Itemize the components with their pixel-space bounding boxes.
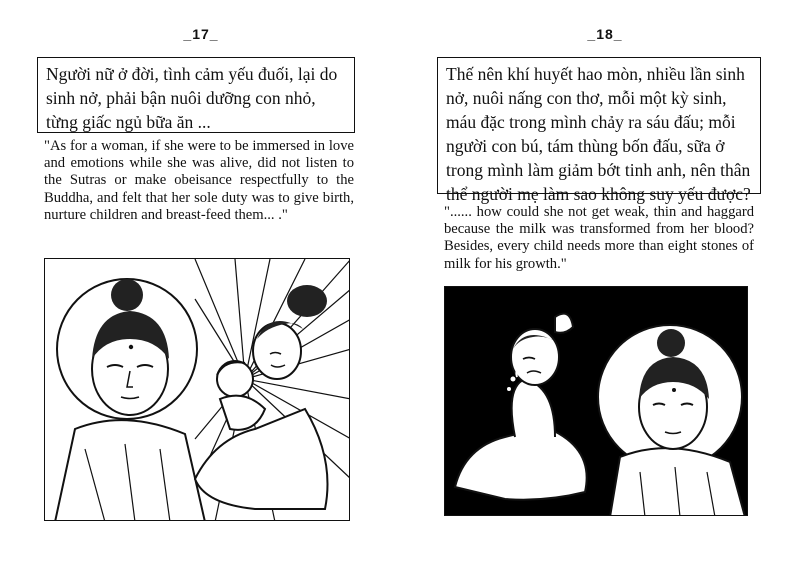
vietnamese-text: Thế nên khí huyết hao mòn, nhiều lần sinh nở, nuôi nấng con thơ, mỗi một kỳ sinh, máu đặc trong mình chảy ra sáu đấu; mỗi người con bú, tám thùng bốn đấu, sữa ở trong mình làm giảm bớt tinh anh, nên thân thể người mẹ làm sao không suy yếu được?: [446, 64, 751, 204]
illustration-drawing: [445, 287, 748, 516]
right-page: [400, 0, 800, 566]
vietnamese-text-box: [437, 57, 761, 204]
illustration-drawing: [45, 259, 350, 521]
buddha-and-mother-with-baby-illustration: [44, 258, 350, 521]
page-number: _18_: [587, 26, 623, 42]
vietnamese-text: Người nữ ở đời, tình cảm yếu đuối, lại do sinh nở, phải bận nuôi dưỡng con nhỏ, từng giấc ngủ bữa ăn ...: [46, 64, 338, 132]
english-text: "As for a woman, if she were to be immersed in love and emotions while she was alive, did not listen to the Sutras or make obeisance respectfully to the Buddha, and felt that her sole duty was to give birth, nurture children and breast-feed them... .": [44, 138, 354, 223]
crying-mother-and-buddha-illustration: [444, 286, 748, 516]
english-text: "...... how could she not get weak, thin and haggard because the milk was transformed from her blood? Besides, every child needs more than eight stones of milk for his growth.": [444, 204, 754, 272]
page-number: _17_: [183, 26, 219, 42]
vietnamese-text-box: [37, 57, 355, 133]
